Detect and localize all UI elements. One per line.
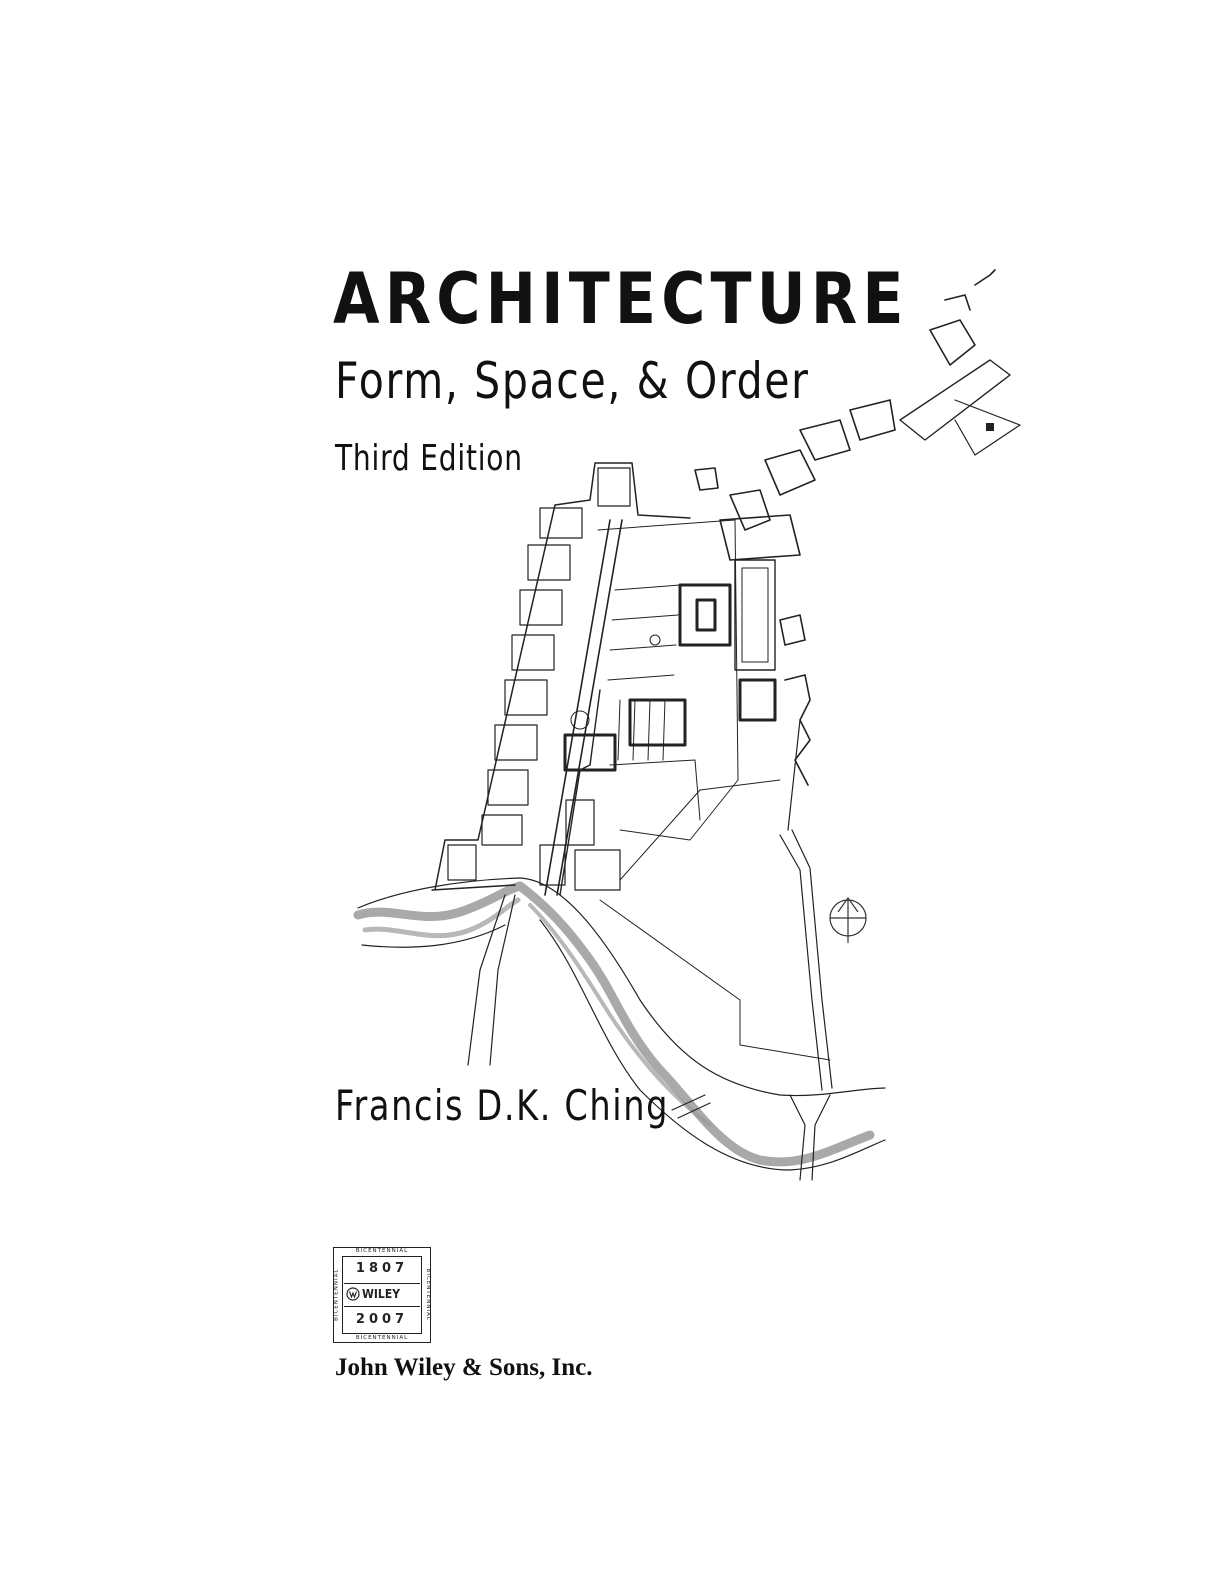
book-subtitle: Form, Space, & Order bbox=[335, 352, 810, 410]
logo-band-bottom: BICENTENNIAL bbox=[355, 1335, 409, 1341]
logo-band-top: BICENTENNIAL bbox=[355, 1247, 409, 1254]
logo-year-top: 1807 bbox=[355, 1261, 409, 1276]
book-title: ARCHITECTURE bbox=[333, 258, 909, 340]
logo-year-bottom: 2007 bbox=[355, 1312, 409, 1327]
north-arrow-icon bbox=[830, 898, 866, 943]
edition-label: Third Edition bbox=[335, 438, 523, 479]
logo-band-right: BICENTENNIAL bbox=[424, 1268, 431, 1321]
publisher-name: John Wiley & Sons, Inc. bbox=[335, 1354, 593, 1381]
wiley-mark-icon bbox=[346, 1287, 360, 1301]
logo-brand: WILEY bbox=[362, 1287, 401, 1301]
logo-brand-row bbox=[344, 1283, 420, 1307]
logo-band-left: BICENTENNIAL bbox=[333, 1268, 340, 1321]
author-name: Francis D.K. Ching bbox=[335, 1081, 670, 1130]
publisher-logo bbox=[333, 1247, 431, 1343]
